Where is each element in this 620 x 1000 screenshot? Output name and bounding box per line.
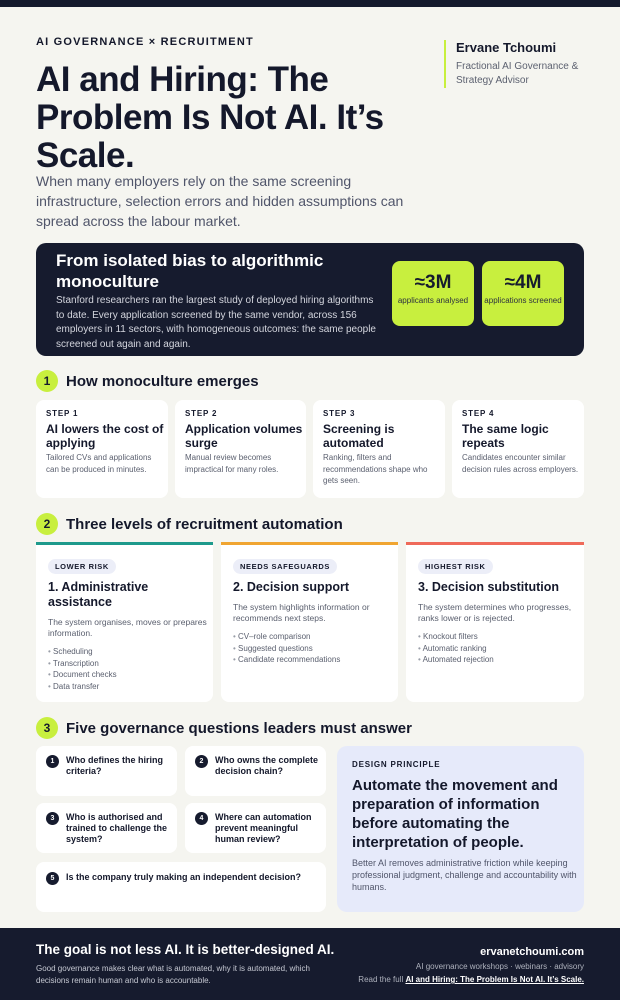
step-label: STEP 2: [185, 409, 218, 418]
question-number: 3: [46, 812, 59, 825]
level-item: • Data transfer: [48, 681, 117, 693]
section-3-heading: [36, 717, 412, 739]
author-block: [444, 40, 584, 88]
level-item: • Document checks: [48, 669, 117, 681]
level-items: [48, 646, 117, 692]
question-text: Is the company truly making an independent decision?: [66, 872, 302, 882]
section-2-heading: [36, 513, 343, 535]
step-title: AI lowers the cost of applying: [46, 422, 164, 450]
stat-value: ≈4M: [504, 272, 542, 293]
stat-label: applications screened: [484, 296, 562, 305]
level-item: • Knockout filters: [418, 631, 494, 643]
design-principle-card: [337, 746, 584, 912]
stat-applicants: [392, 261, 474, 326]
highlight-text: Stanford researchers ran the largest study of deployed hiring algorithms to date. Every application screened by the same vendor, across 156 employers in 11 sectors, with homogeneous outcomes: the same people screened out again and again.: [56, 295, 376, 350]
level-desc: The system highlights information or recommends next steps.: [233, 602, 370, 623]
section-number-badge: 2: [36, 513, 58, 535]
level-item: • Automated rejection: [418, 654, 494, 666]
question-text: Where can automation prevent meaningful human review?: [215, 812, 312, 844]
page-title: AI and Hiring: The Problem Is Not AI. It’s Scale.: [36, 60, 384, 175]
section-title: How monoculture emerges: [66, 372, 259, 390]
question-number: 4: [195, 812, 208, 825]
page-subtitle: When many employers rely on the same screening infrastructure, selection errors and hidden assumptions can spread across the labour market.: [36, 173, 404, 229]
level-title: 3. Decision substitution: [418, 580, 559, 594]
section-title: Five governance questions leaders must answer: [66, 719, 412, 737]
highlight-box: [36, 243, 584, 356]
level-title: 1. Administrative assistance: [48, 580, 149, 609]
read-prefix: Read the full: [358, 975, 404, 984]
level-item: • Scheduling: [48, 646, 117, 658]
step-desc: Manual review becomes impractical for many roles.: [185, 453, 279, 474]
section-title: Three levels of recruitment automation: [66, 515, 343, 533]
principle-kicker: DESIGN PRINCIPLE: [352, 760, 441, 769]
footer-title: The goal is not less AI. It is better-designed AI.: [36, 942, 335, 957]
section-number-badge: 3: [36, 717, 58, 739]
section-1-heading: [36, 370, 259, 392]
level-card-2: [221, 542, 398, 702]
question-card-5: [36, 862, 326, 912]
step-desc: Tailored CVs and applications can be produced in minutes.: [46, 453, 152, 474]
level-item: • Suggested questions: [233, 643, 340, 655]
footer-services: AI governance workshops · webinars · advisory: [415, 962, 584, 971]
step-desc: Candidates encounter similar decision rules across employers.: [462, 453, 579, 474]
author-name: Ervane Tchoumi: [456, 40, 557, 55]
principle-desc: Better AI removes administrative friction while keeping professional judgment, challenge and accountability with humans.: [352, 858, 577, 892]
kicker: AI GOVERNANCE × RECRUITMENT: [36, 36, 254, 48]
risk-badge: NEEDS SAFEGUARDS: [233, 559, 337, 574]
article-link[interactable]: AI and Hiring: The Problem Is Not AI. It’s Scale.: [405, 975, 584, 984]
step-title: Application volumes surge: [185, 422, 303, 450]
footer-read-line: [358, 975, 584, 984]
header: [36, 36, 584, 86]
stat-label: applicants analysed: [397, 296, 469, 305]
footer-site-link[interactable]: ervanetchoumi.com: [480, 946, 584, 958]
question-text: Who is authorised and trained to challenge the system?: [66, 812, 168, 844]
level-item: • CV–role comparison: [233, 631, 340, 643]
question-number: 1: [46, 755, 59, 768]
step-card-1: [36, 400, 168, 498]
level-item: • Transcription: [48, 658, 117, 670]
step-card-2: [175, 400, 306, 498]
level-desc: The system organises, moves or prepares information.: [48, 617, 207, 638]
level-card-3: [406, 542, 584, 702]
question-number: 2: [195, 755, 208, 768]
step-desc: Ranking, filters and recommendations shape who gets seen.: [323, 453, 428, 485]
level-item: • Candidate recommendations: [233, 654, 340, 666]
footer: [0, 928, 620, 1000]
stat-value: ≈3M: [414, 272, 452, 293]
step-label: STEP 4: [462, 409, 495, 418]
author-role: Fractional AI Governance & Strategy Advisor: [456, 61, 579, 86]
question-card-2: [185, 746, 326, 796]
step-title: Screening is automated: [323, 422, 395, 450]
question-card-4: [185, 803, 326, 853]
stat-applications: [482, 261, 564, 326]
level-items: [233, 631, 340, 666]
top-accent-bar: [0, 0, 620, 7]
step-label: STEP 3: [323, 409, 356, 418]
section-number-badge: 1: [36, 370, 58, 392]
level-title: 2. Decision support: [233, 580, 349, 594]
risk-badge: HIGHEST RISK: [418, 559, 493, 574]
step-card-4: [452, 400, 584, 498]
question-text: Who owns the complete decision chain?: [215, 755, 319, 776]
step-label: STEP 1: [46, 409, 79, 418]
step-card-3: [313, 400, 445, 498]
level-desc: The system determines who progresses, ranks lower or is rejected.: [418, 602, 572, 623]
question-number: 5: [46, 872, 59, 885]
risk-badge: LOWER RISK: [48, 559, 116, 574]
level-card-1: [36, 542, 213, 702]
highlight-title: From isolated bias to algorithmic monoculture: [56, 251, 324, 291]
step-title: The same logic repeats: [462, 422, 549, 450]
footer-desc: Good governance makes clear what is automated, why it is automated, which decisions remain human and who is accountable.: [36, 964, 310, 985]
question-card-1: [36, 746, 177, 796]
question-text: Who defines the hiring criteria?: [66, 755, 163, 776]
level-items: [418, 631, 494, 666]
question-card-3: [36, 803, 177, 853]
level-item: • Automatic ranking: [418, 643, 494, 655]
principle-title: Automate the movement and preparation of information before automating the interpretation of people.: [352, 777, 558, 851]
